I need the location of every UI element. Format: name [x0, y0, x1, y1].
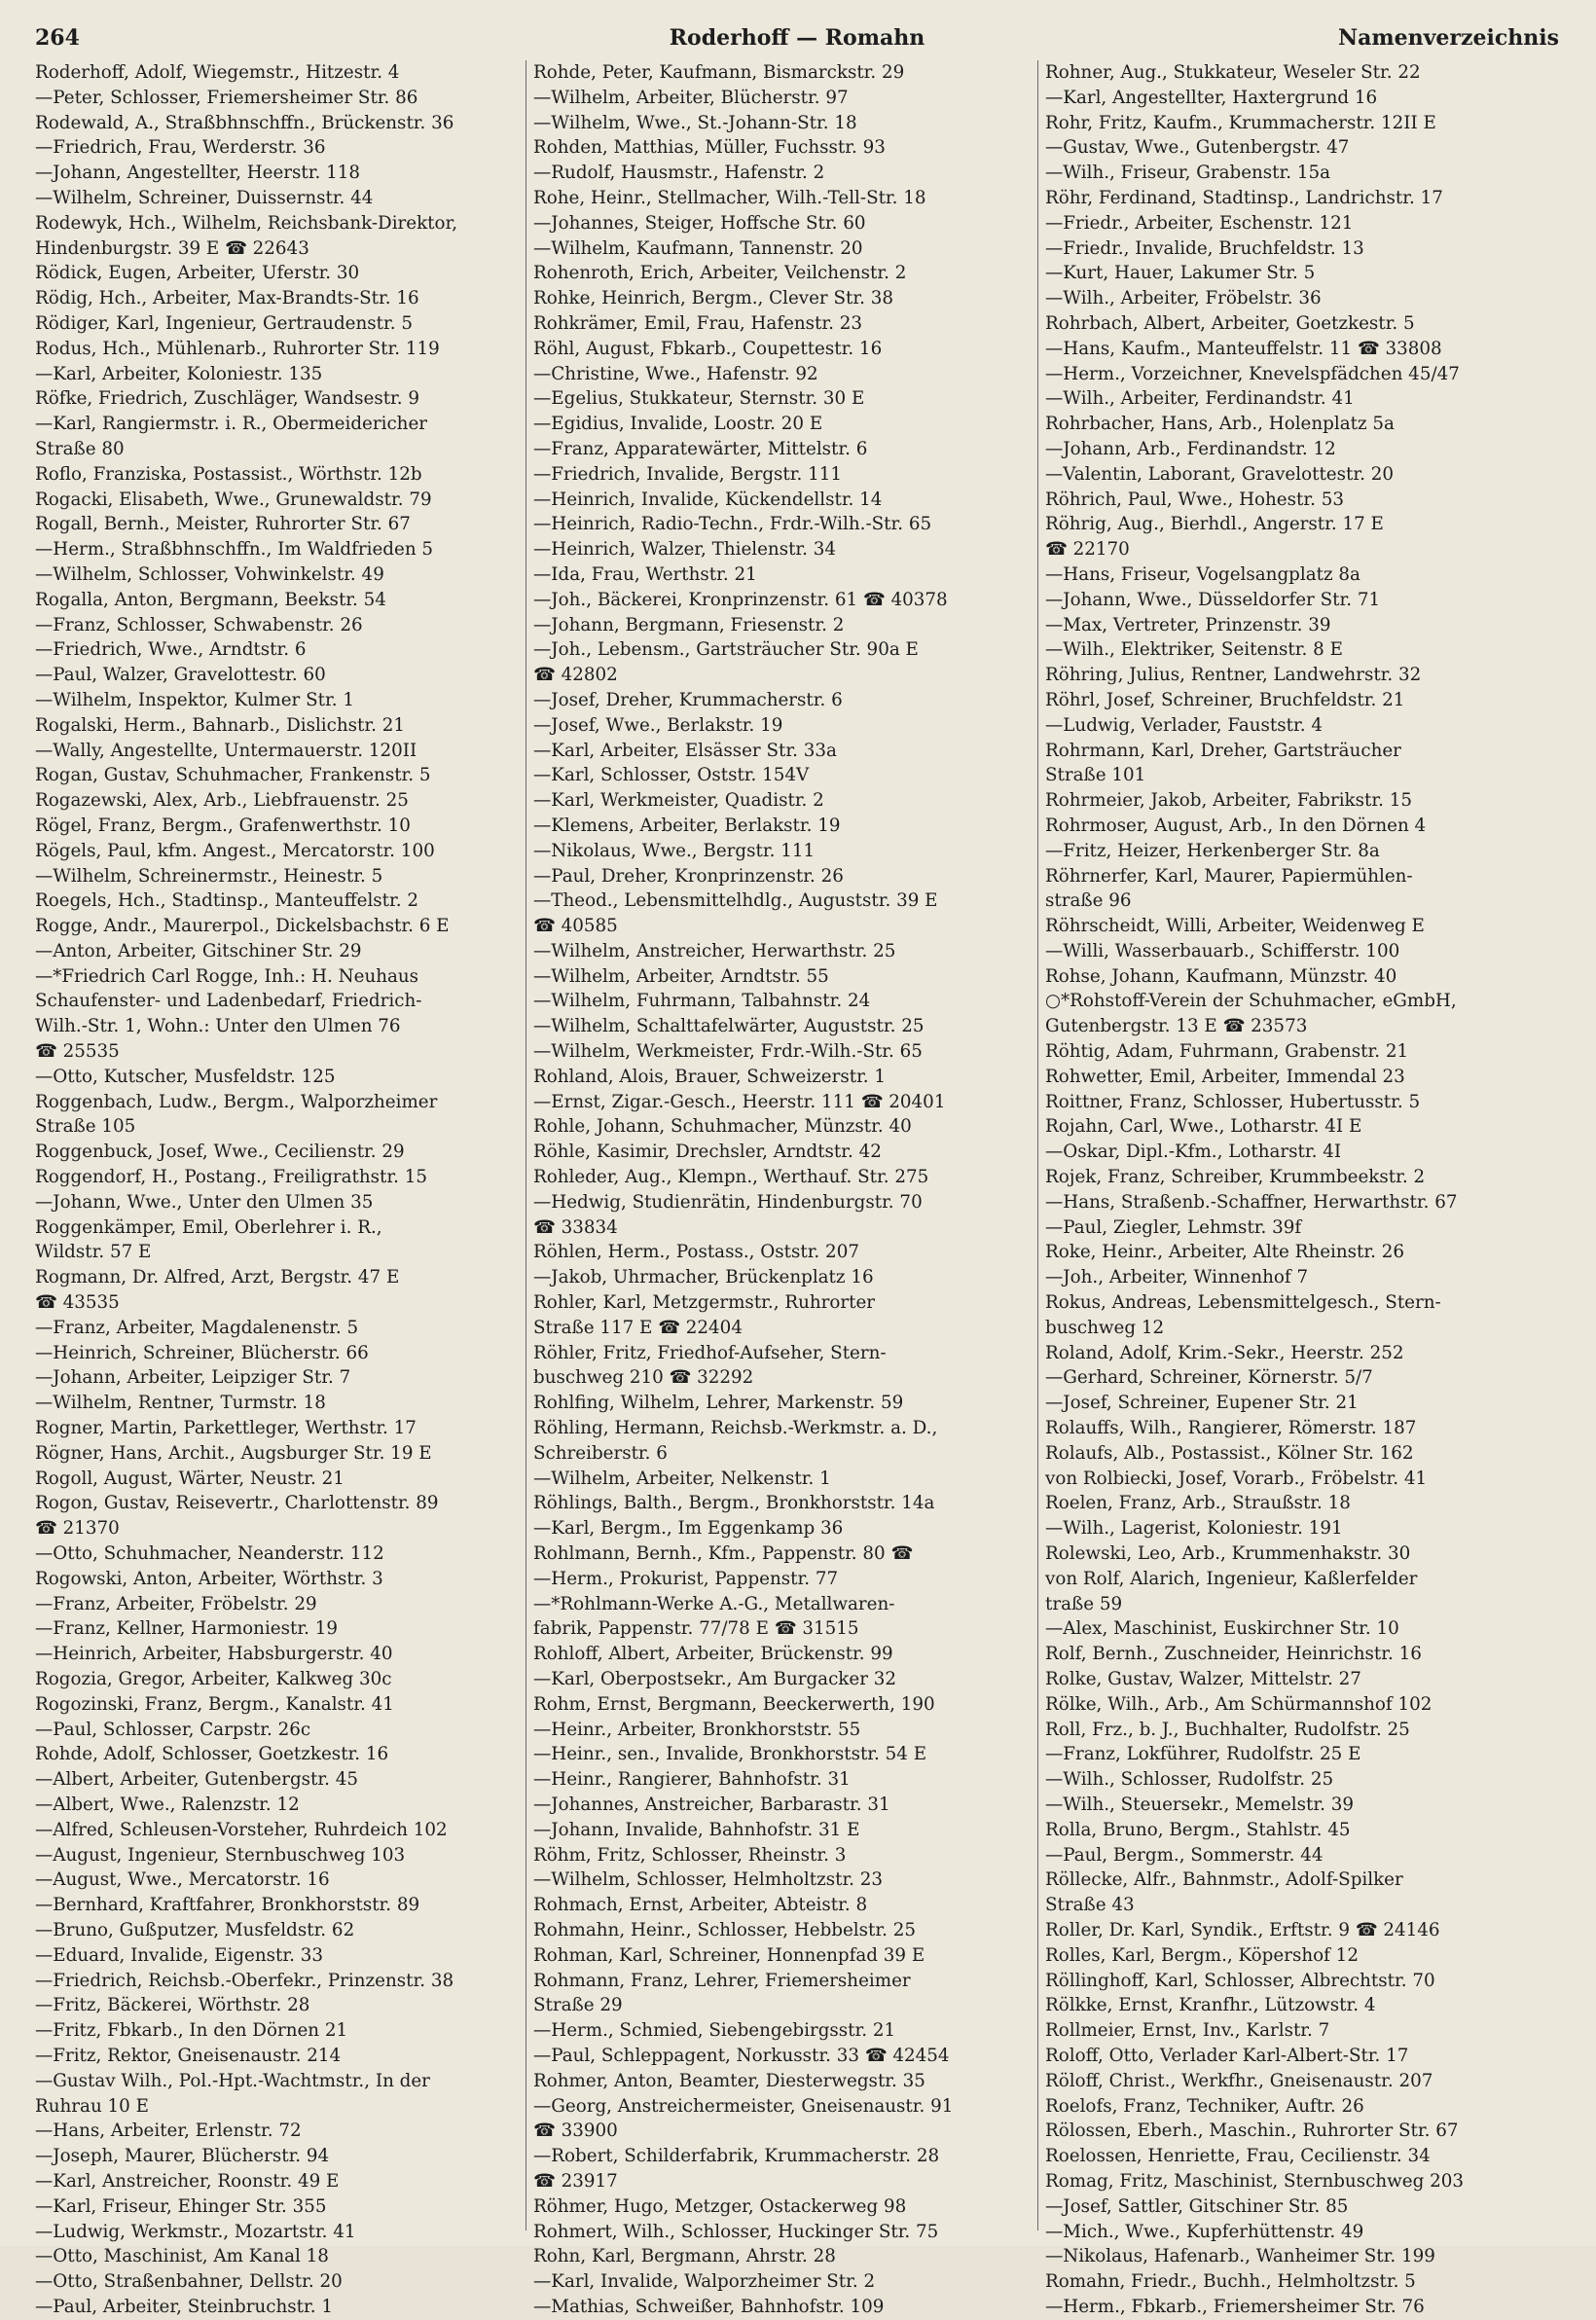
directory-entry: Straße 117 E ☎ 22404 [533, 1317, 743, 1338]
directory-entry: —Wilhelm, Arbeiter, Arndtstr. 55 [533, 965, 829, 987]
directory-entry: —Eduard, Invalide, Eigenstr. 33 [35, 1944, 323, 1966]
directory-entry: Straße 43 [1045, 1895, 1135, 1916]
directory-entry: Rolles, Karl, Bergm., Köpershof 12 [1045, 1944, 1359, 1966]
directory-entry: Ruhrau 10 E [35, 2095, 149, 2117]
directory-entry: Röhling, Hermann, Reichsb.-Werkmstr. a. D., [533, 1418, 938, 1439]
directory-entry: —Alex, Maschinist, Euskirchner Str. 10 [1045, 1618, 1399, 1640]
directory-entry: Hindenburgstr. 39 E ☎ 22643 [35, 237, 309, 259]
directory-entry: Rollmeier, Ernst, Inv., Karlstr. 7 [1045, 2020, 1330, 2042]
directory-entry: —Franz, Schlosser, Schwabenstr. 26 [35, 614, 363, 635]
directory-entry: —Friedrich, Wwe., Arndtstr. 6 [35, 639, 307, 661]
directory-entry: Rohmahn, Heinr., Schlosser, Hebbelstr. 25 [533, 1919, 916, 1940]
directory-entry: —Joseph, Maurer, Blücherstr. 94 [35, 2146, 330, 2167]
directory-entry: —Nikolaus, Hafenarb., Wanheimer Str. 199 [1045, 2246, 1435, 2267]
directory-entry: Rögel, Franz, Bergm., Grafenwerthstr. 10 [35, 815, 411, 836]
directory-entry: Rolaufs, Alb., Postassist., Kölner Str. 162 [1045, 1442, 1414, 1464]
directory-entry: Roelen, Franz, Arb., Straußstr. 18 [1045, 1493, 1351, 1514]
directory-entry: —Theod., Lebensmittelhdlg., Auguststr. 39 E [533, 890, 938, 912]
directory-entry: —Hans, Friseur, Vogelsangplatz 8a [1045, 563, 1360, 585]
directory-entry: —Paul, Schlosser, Carpstr. 26c [35, 1719, 311, 1740]
directory-entry: —Ida, Frau, Werthstr. 21 [533, 563, 757, 585]
directory-entry: Rogge, Andr., Maurerpol., Dickelsbachstr. 6 E [35, 916, 450, 937]
directory-entry: Roke, Heinr., Arbeiter, Alte Rheinstr. 26 [1045, 1242, 1405, 1263]
directory-entry: Rodewyk, Hch., Wilhelm, Reichsbank-Direktor, [35, 212, 458, 234]
directory-entry: —Josef, Sattler, Gitschiner Str. 85 [1045, 2195, 1349, 2217]
directory-entry: —Georg, Anstreichermeister, Gneisenaustr. 91 [533, 2095, 954, 2117]
directory-entry: Rögels, Paul, kfm. Angest., Mercatorstr. 100 [35, 840, 435, 861]
directory-entry: —*Friedrich Carl Rogge, Inh.: H. Neuhaus [35, 965, 419, 987]
directory-entry: —Heinrich, Invalide, Kückendellstr. 14 [533, 489, 883, 510]
directory-entry: Rölkke, Ernst, Kranfhr., Lützowstr. 4 [1045, 1995, 1376, 2016]
directory-entry: —Karl, Werkmeister, Quadistr. 2 [533, 790, 824, 812]
directory-entry: —Franz, Arbeiter, Magdalenenstr. 5 [35, 1317, 359, 1338]
directory-entry: Roloff, Otto, Verlader Karl-Albert-Str. 17 [1045, 2045, 1409, 2066]
directory-entry: —Wilh., Steuersekr., Memelstr. 39 [1045, 1794, 1354, 1815]
column-divider [1037, 60, 1038, 2230]
directory-entry: —Rudolf, Hausmstr., Hafenstr. 2 [533, 163, 825, 184]
directory-entry: —Franz, Kellner, Harmoniestr. 19 [35, 1618, 338, 1640]
directory-entry: Rohner, Aug., Stukkateur, Weseler Str. 22 [1045, 62, 1421, 83]
directory-entry: —Hans, Straßenb.-Schaffner, Herwarthstr. 67 [1045, 1191, 1458, 1213]
directory-entry: Rohman, Karl, Schreiner, Honnenpfad 39 E [533, 1944, 925, 1966]
directory-entry: —Albert, Arbeiter, Gutenbergstr. 45 [35, 1769, 359, 1791]
directory-entry: Rogner, Martin, Parkettleger, Werthstr. 17 [35, 1418, 417, 1439]
directory-entry: —Herm., Schmied, Siebengebirgsstr. 21 [533, 2020, 896, 2042]
directory-entry: Röhtig, Adam, Fuhrmann, Grabenstr. 21 [1045, 1041, 1409, 1063]
directory-entry: Rolla, Bruno, Bergm., Stahlstr. 45 [1045, 1819, 1351, 1840]
directory-entry: Rogazewski, Alex, Arb., Liebfrauenstr. 25 [35, 790, 409, 812]
directory-entry: —Heinr., Rangierer, Bahnhofstr. 31 [533, 1769, 851, 1791]
directory-entry: —Friedrich, Reichsb.-Oberfekr., Prinzenstr. 38 [35, 1970, 454, 1991]
directory-entry: —Herm., Fbkarb., Friemersheimer Str. 76 [1045, 2296, 1425, 2317]
directory-entry: —Heinr., sen., Invalide, Bronkhorststr. 54 E [533, 1744, 927, 1765]
directory-entry: —Wilhelm, Werkmeister, Frdr.-Wilh.-Str. 65 [533, 1041, 923, 1063]
directory-entry: Rödick, Eugen, Arbeiter, Uferstr. 30 [35, 263, 360, 284]
directory-entry: —Wilhelm, Anstreicher, Herwarthstr. 25 [533, 940, 896, 961]
directory-entry: —*Rohlmann-Werke A.-G., Metallwaren- [533, 1593, 895, 1614]
directory-entry: —Johann, Invalide, Bahnhofstr. 31 E [533, 1819, 860, 1840]
directory-entry: Rolke, Gustav, Walzer, Mittelstr. 27 [1045, 1669, 1361, 1689]
directory-entry: —Karl, Anstreicher, Roonstr. 49 E [35, 2170, 340, 2192]
directory-entry: Rölossen, Eberh., Maschin., Ruhrorter Str. 67 [1045, 2121, 1459, 2142]
directory-entry: Rolf, Bernh., Zuschneider, Heinrichstr. 16 [1045, 1644, 1422, 1665]
directory-entry: Röhrscheidt, Willi, Arbeiter, Weidenweg E [1045, 916, 1425, 937]
directory-entry: Röhlen, Herm., Postass., Oststr. 207 [533, 1242, 859, 1263]
directory-entry: Rögner, Hans, Archit., Augsburger Str. 19 E [35, 1442, 432, 1464]
directory-entry: Rogacki, Elisabeth, Wwe., Grunewaldstr. 79 [35, 489, 432, 510]
directory-entry: Romahn, Friedr., Buchh., Helmholtzstr. 5 [1045, 2271, 1416, 2293]
directory-entry: —Paul, Bergm., Sommerstr. 44 [1045, 1844, 1324, 1866]
directory-entry: Röllecke, Alfr., Bahnmstr., Adolf-Spilker [1045, 1869, 1403, 1891]
directory-entry: —Joh., Bäckerei, Kronprinzenstr. 61 ☎ 40378 [533, 589, 948, 610]
directory-entry: Rohm, Ernst, Bergmann, Beeckerwerth, 190 [533, 1693, 935, 1715]
directory-entry: —Mathias, Schweißer, Bahnhofstr. 109 [533, 2296, 885, 2317]
directory-entry: —Valentin, Laborant, Gravelottestr. 20 [1045, 463, 1394, 485]
directory-entry: —Friedr., Arbeiter, Eschenstr. 121 [1045, 212, 1354, 234]
directory-entry: —Hedwig, Studienrätin, Hindenburgstr. 70 [533, 1191, 923, 1213]
directory-entry: —Karl, Rangiermstr. i. R., Obermeidericher [35, 414, 428, 435]
directory-entry: —Paul, Ziegler, Lehmstr. 39f [1045, 1216, 1302, 1238]
directory-entry: —Wally, Angestellte, Untermauerstr. 120II [35, 740, 417, 761]
directory-entry: Röhmer, Hugo, Metzger, Ostackerweg 98 [533, 2195, 907, 2217]
directory-entry: Straße 101 [1045, 765, 1146, 786]
directory-entry: —Wilh., Schlosser, Rudolfstr. 25 [1045, 1769, 1334, 1791]
directory-entry: —Wilhelm, Schlosser, Vohwinkelstr. 49 [35, 563, 384, 585]
directory-entry: Rohloff, Albert, Arbeiter, Brückenstr. 99 [533, 1644, 893, 1665]
directory-entry: Romag, Fritz, Maschinist, Sternbuschweg 203 [1045, 2170, 1464, 2192]
directory-entry: ☎ 40585 [533, 916, 618, 937]
directory-entry: —Wilhelm, Schalttafelwärter, Auguststr. 25 [533, 1016, 925, 1037]
directory-entry: —Johann, Bergmann, Friesenstr. 2 [533, 614, 845, 635]
directory-entry: —Johann, Arbeiter, Leipziger Str. 7 [35, 1367, 351, 1389]
directory-entry: —Wilhelm, Kaufmann, Tannenstr. 20 [533, 237, 863, 259]
directory-entry: Röhrnerfer, Karl, Maurer, Papiermühlen- [1045, 865, 1413, 887]
directory-entry: Rohn, Karl, Bergmann, Ahrstr. 28 [533, 2246, 836, 2267]
directory-entry: Rogalla, Anton, Bergmann, Beekstr. 54 [35, 589, 386, 610]
directory-entry: Rohke, Heinrich, Bergm., Clever Str. 38 [533, 288, 893, 309]
directory-column-1 [35, 60, 535, 2320]
directory-entry: —Paul, Walzer, Gravelottestr. 60 [35, 665, 326, 686]
directory-entry: ☎ 21370 [35, 1518, 120, 1540]
directory-entry: Rokus, Andreas, Lebensmittelgesch., Stern- [1045, 1292, 1441, 1314]
directory-entry: —Paul, Arbeiter, Steinbruchstr. 1 [35, 2296, 333, 2317]
directory-entry: —Wilhelm, Arbeiter, Blücherstr. 97 [533, 87, 849, 108]
directory-entry: —Otto, Maschinist, Am Kanal 18 [35, 2246, 329, 2267]
directory-entry: —Klemens, Arbeiter, Berlakstr. 19 [533, 815, 841, 836]
directory-entry: —Franz, Apparatewärter, Mittelstr. 6 [533, 438, 868, 459]
directory-entry: —Herm., Straßbhnschffn., Im Waldfrieden 5 [35, 539, 434, 561]
directory-entry: Rohrbach, Albert, Arbeiter, Goetzkestr. 5 [1045, 312, 1415, 334]
directory-entry: Rohr, Fritz, Kaufm., Krummacherstr. 12II E [1045, 112, 1436, 133]
directory-entry: Rödig, Hch., Arbeiter, Max-Brandts-Str. 16 [35, 288, 419, 309]
directory-entry: Rohleder, Aug., Klempn., Werthauf. Str. 275 [533, 1167, 929, 1188]
directory-entry: Rodewald, A., Straßbhnschffn., Brückenstr. 36 [35, 112, 454, 133]
directory-entry: —Heinrich, Walzer, Thielenstr. 34 [533, 539, 837, 561]
directory-entry: Röhm, Fritz, Schlosser, Rheinstr. 3 [533, 1844, 847, 1866]
directory-entry: Rohmer, Anton, Beamter, Diesterwegstr. 35 [533, 2070, 925, 2091]
directory-entry: Röfke, Friedrich, Zuschläger, Wandsestr. 9 [35, 388, 420, 410]
directory-entry: Straße 29 [533, 1995, 623, 2016]
directory-entry: —Max, Vertreter, Prinzenstr. 39 [1045, 614, 1331, 635]
directory-entry: Röhrl, Josef, Schreiner, Bruchfeldstr. 21 [1045, 689, 1405, 710]
page-number: 264 [35, 25, 80, 51]
directory-entry: ☎ 22170 [1045, 539, 1130, 561]
directory-entry: Röhrig, Aug., Bierhdl., Angerstr. 17 E [1045, 514, 1384, 535]
directory-entry: —Friedrich, Frau, Werderstr. 36 [35, 137, 326, 159]
directory-entry: —Karl, Friseur, Ehinger Str. 355 [35, 2195, 327, 2217]
directory-entry: —Franz, Arbeiter, Fröbelstr. 29 [35, 1593, 317, 1614]
directory-entry: Rogoll, August, Wärter, Neustr. 21 [35, 1468, 345, 1489]
directory-entry: Röloff, Christ., Werkfhr., Gneisenaustr. 207 [1045, 2070, 1433, 2091]
directory-entry: Rohwetter, Emil, Arbeiter, Immendal 23 [1045, 1066, 1405, 1087]
directory-entry: Roderhoff, Adolf, Wiegemstr., Hitzestr. 4 [35, 62, 400, 83]
directory-entry: Rohrmoser, August, Arb., In den Dörnen 4 [1045, 815, 1427, 836]
directory-entry: Rolauffs, Wilh., Rangierer, Römerstr. 187 [1045, 1418, 1417, 1439]
directory-entry: —Joh., Arbeiter, Winnenhof 7 [1045, 1267, 1309, 1288]
directory-entry: Rohenroth, Erich, Arbeiter, Veilchenstr. 2 [533, 263, 907, 284]
directory-entry: —Karl, Bergm., Im Eggenkamp 36 [533, 1518, 844, 1540]
directory-entry: Wildstr. 57 E [35, 1242, 152, 1263]
directory-entry: —Joh., Lebensm., Gartsträucher Str. 90a E [533, 639, 919, 661]
directory-entry: Rohkrämer, Emil, Frau, Hafenstr. 23 [533, 312, 863, 334]
directory-entry: —Mich., Wwe., Kupferhüttenstr. 49 [1045, 2221, 1364, 2242]
directory-entry: —Johannes, Steiger, Hoffsche Str. 60 [533, 212, 866, 234]
directory-entry: —Fritz, Bäckerei, Wörthstr. 28 [35, 1995, 310, 2016]
directory-entry: Rohde, Adolf, Schlosser, Goetzkestr. 16 [35, 1744, 389, 1765]
directory-entry: Röhl, August, Fbkarb., Coupettestr. 16 [533, 338, 883, 359]
directory-entry: Röhrich, Paul, Wwe., Hohestr. 53 [1045, 489, 1344, 510]
directory-entry: Röllinghoff, Karl, Schlosser, Albrechtstr. 70 [1045, 1970, 1435, 1991]
directory-entry: Rojahn, Carl, Wwe., Lotharstr. 4I E [1045, 1116, 1362, 1138]
directory-entry: —Karl, Invalide, Walporzheimer Str. 2 [533, 2271, 876, 2293]
directory-entry: Rohlmann, Bernh., Kfm., Pappenstr. 80 ☎ [533, 1543, 914, 1565]
directory-entry: —Paul, Dreher, Kronprinzenstr. 26 [533, 865, 844, 887]
directory-entry: ○*Rohstoff-Verein der Schuhmacher, eGmbH, [1045, 991, 1457, 1012]
directory-entry: Roflo, Franziska, Postassist., Wörthstr. 12b [35, 463, 422, 485]
directory-entry: Schaufenster- und Ladenbedarf, Friedrich- [35, 991, 422, 1012]
directory-entry: —Johann, Wwe., Düsseldorfer Str. 71 [1045, 589, 1381, 610]
directory-entry: —Egelius, Stukkateur, Sternstr. 30 E [533, 388, 865, 410]
directory-entry: Rohle, Johann, Schuhmacher, Münzstr. 40 [533, 1116, 912, 1138]
directory-entry: —Wilh., Arbeiter, Fröbelstr. 36 [1045, 288, 1322, 309]
directory-entry: —Hans, Arbeiter, Erlenstr. 72 [35, 2121, 302, 2142]
directory-entry: ☎ 33900 [533, 2121, 618, 2142]
directory-entry: Röhr, Ferdinand, Stadtinsp., Landrichstr. 17 [1045, 187, 1443, 208]
directory-entry: —Johann, Angestellter, Heerstr. 118 [35, 163, 361, 184]
directory-entry: Wilh.-Str. 1, Wohn.: Unter den Ulmen 76 [35, 1016, 401, 1037]
directory-entry: —Jakob, Uhrmacher, Brückenplatz 16 [533, 1267, 874, 1288]
directory-entry: —Paul, Schleppagent, Norkusstr. 33 ☎ 42454 [533, 2045, 950, 2066]
directory-entry: —Alfred, Schleusen-Vorsteher, Ruhrdeich 102 [35, 1819, 448, 1840]
directory-entry: Rolewski, Leo, Arb., Krummenhakstr. 30 [1045, 1543, 1411, 1565]
directory-entry: Rohse, Johann, Kaufmann, Münzstr. 40 [1045, 965, 1397, 987]
directory-entry: Röhle, Kasimir, Drechsler, Arndtstr. 42 [533, 1142, 882, 1163]
section-title: Namenverzeichnis [1338, 25, 1559, 51]
directory-entry: —Josef, Wwe., Berlakstr. 19 [533, 714, 783, 736]
directory-entry: —Otto, Straßenbahner, Dellstr. 20 [35, 2271, 343, 2293]
directory-entry: buschweg 210 ☎ 32292 [533, 1367, 754, 1389]
directory-entry: —Herm., Prokurist, Pappenstr. 77 [533, 1568, 839, 1589]
directory-entry: —Karl, Oberpostsekr., Am Burgacker 32 [533, 1669, 897, 1689]
directory-entry: Roelossen, Henriette, Frau, Cecilienstr. 34 [1045, 2146, 1431, 2167]
directory-entry: Röhler, Fritz, Friedhof-Aufseher, Stern- [533, 1342, 887, 1363]
directory-entry: —Herm., Vorzeichner, Knevelspfädchen 45/47 [1045, 363, 1460, 384]
directory-entry: Rodus, Hch., Mühlenarb., Ruhrorter Str. 119 [35, 338, 440, 359]
directory-entry: Rogozinski, Franz, Bergm., Kanalstr. 41 [35, 1693, 394, 1715]
directory-entry: ☎ 33834 [533, 1216, 618, 1238]
directory-entry: Roegels, Hch., Stadtinsp., Manteuffelstr. 2 [35, 890, 419, 912]
directory-entry: Rödiger, Karl, Ingenieur, Gertraudenstr. 5 [35, 312, 413, 334]
directory-entry: Roggenbuck, Josef, Wwe., Cecilienstr. 29 [35, 1142, 405, 1163]
directory-entry: Roland, Adolf, Krim.-Sekr., Heerstr. 252 [1045, 1342, 1404, 1363]
directory-entry: straße 96 [1045, 890, 1132, 912]
directory-entry: Rohmert, Wilh., Schlosser, Huckinger Str. 75 [533, 2221, 939, 2242]
directory-entry: —Otto, Schuhmacher, Neanderstr. 112 [35, 1543, 384, 1565]
directory-entry: —Nikolaus, Wwe., Bergstr. 111 [533, 840, 816, 861]
directory-entry: —Oskar, Dipl.-Kfm., Lotharstr. 4I [1045, 1142, 1342, 1163]
directory-entry: Rogmann, Dr. Alfred, Arzt, Bergstr. 47 E [35, 1267, 400, 1288]
directory-entry: Roggenbach, Ludw., Bergm., Walporzheimer [35, 1091, 438, 1112]
directory-entry: —Friedrich, Invalide, Bergstr. 111 [533, 463, 843, 485]
directory-entry: ☎ 23917 [533, 2170, 618, 2192]
directory-entry: buschweg 12 [1045, 1317, 1165, 1338]
directory-entry: Rogalski, Herm., Bahnarb., Dislichstr. 21 [35, 714, 406, 736]
directory-entry: —Peter, Schlosser, Friemersheimer Str. 86 [35, 87, 418, 108]
directory-entry: Rogon, Gustav, Reisevertr., Charlottenstr. 89 [35, 1493, 439, 1514]
directory-entry: —Kurt, Hauer, Lakumer Str. 5 [1045, 263, 1316, 284]
directory-entry: Rohmann, Franz, Lehrer, Friemersheimer [533, 1970, 911, 1991]
directory-entry: Rohler, Karl, Metzgermstr., Ruhrorter [533, 1292, 876, 1314]
directory-entry: —Wilhelm, Schreiner, Duissernstr. 44 [35, 187, 374, 208]
directory-entry: —Willi, Wasserbauarb., Schifferstr. 100 [1045, 940, 1400, 961]
directory-entry: —Albert, Wwe., Ralenzstr. 12 [35, 1794, 300, 1815]
directory-entry: Rogan, Gustav, Schuhmacher, Frankenstr. 5 [35, 765, 431, 786]
directory-entry: Rohrmann, Karl, Dreher, Gartsträucher [1045, 740, 1401, 761]
directory-entry: Straße 80 [35, 438, 125, 459]
directory-entry: —Friedr., Invalide, Bruchfeldstr. 13 [1045, 237, 1364, 259]
directory-entry: —Otto, Kutscher, Musfeldstr. 125 [35, 1066, 336, 1087]
directory-entry: —Ludwig, Verlader, Fauststr. 4 [1045, 714, 1323, 736]
directory-entry: —Heinrich, Radio-Techn., Frdr.-Wilh.-Str. 65 [533, 514, 932, 535]
directory-entry: —Karl, Schlosser, Oststr. 154V [533, 765, 810, 786]
directory-entry: Rogall, Bernh., Meister, Ruhrorter Str. 67 [35, 514, 411, 535]
directory-entry: —Fritz, Fbkarb., In den Dörnen 21 [35, 2020, 348, 2042]
directory-entry: —Karl, Angestellter, Haxtergrund 16 [1045, 87, 1378, 108]
directory-entry: Roggenkämper, Emil, Oberlehrer i. R., [35, 1216, 382, 1238]
directory-entry: —Wilhelm, Rentner, Turmstr. 18 [35, 1393, 326, 1414]
directory-entry: Rogowski, Anton, Arbeiter, Wörthstr. 3 [35, 1568, 383, 1589]
directory-entry: —Egidius, Invalide, Loostr. 20 E [533, 414, 823, 435]
directory-entry: —Robert, Schilderfabrik, Krummacherstr. 28 [533, 2146, 940, 2167]
directory-entry: —Wilh., Friseur, Grabenstr. 15a [1045, 163, 1331, 184]
directory-entry: —Fritz, Heizer, Herkenberger Str. 8a [1045, 840, 1380, 861]
directory-entry: Straße 105 [35, 1116, 136, 1138]
directory-entry: Rohde, Peter, Kaufmann, Bismarckstr. 29 [533, 62, 905, 83]
directory-entry: —Wilhelm, Inspektor, Kulmer Str. 1 [35, 689, 354, 710]
directory-entry: —Gerhard, Schreiner, Körnerstr. 5/7 [1045, 1367, 1373, 1389]
directory-entry: —Josef, Schreiner, Eupener Str. 21 [1045, 1393, 1359, 1414]
directory-entry: Rohland, Alois, Brauer, Schweizerstr. 1 [533, 1066, 887, 1087]
directory-entry: —Bruno, Gußputzer, Musfeldstr. 62 [35, 1919, 355, 1940]
directory-entry: Schreiberstr. 6 [533, 1442, 668, 1464]
directory-entry: von Rolf, Alarich, Ingenieur, Kaßlerfelder [1045, 1568, 1418, 1589]
directory-entry: Roggendorf, H., Postang., Freiligrathstr. 15 [35, 1167, 428, 1188]
directory-entry: —August, Ingenieur, Sternbuschweg 103 [35, 1844, 406, 1866]
directory-entry: Roittner, Franz, Schlosser, Hubertusstr. 5 [1045, 1091, 1421, 1112]
directory-column-3 [1045, 60, 1545, 2320]
directory-entry: Röhlings, Balth., Bergm., Bronkhorststr. 14a [533, 1493, 935, 1514]
page-range-title: Roderhoff — Romahn [669, 25, 925, 51]
directory-entry: Rohmach, Ernst, Arbeiter, Abteistr. 8 [533, 1895, 868, 1916]
directory-entry: Rohrbacher, Hans, Arb., Holenplatz 5a [1045, 414, 1395, 435]
directory-entry: Roller, Dr. Karl, Syndik., Erftstr. 9 ☎ 24146 [1045, 1919, 1440, 1940]
directory-entry: —Karl, Arbeiter, Koloniestr. 135 [35, 363, 323, 384]
directory-entry: —Wilhelm, Wwe., St.-Johann-Str. 18 [533, 112, 857, 133]
directory-entry: Rogozia, Gregor, Arbeiter, Kalkweg 30c [35, 1669, 392, 1689]
directory-entry: Rohe, Heinr., Stellmacher, Wilh.-Tell-Str. 18 [533, 187, 926, 208]
directory-column-2 [533, 60, 1034, 2320]
directory-entry: ☎ 43535 [35, 1292, 120, 1314]
directory-entry: —Wilh., Lagerist, Koloniestr. 191 [1045, 1518, 1343, 1540]
directory-entry: —Franz, Lokführer, Rudolfstr. 25 E [1045, 1744, 1361, 1765]
directory-entry: —Gustav, Wwe., Gutenbergstr. 47 [1045, 137, 1350, 159]
directory-entry: —Heinrich, Schreiner, Blücherstr. 66 [35, 1342, 369, 1363]
directory-entry: —Wilh., Arbeiter, Ferdinandstr. 41 [1045, 388, 1355, 410]
directory-entry: —Ludwig, Werkmstr., Mozartstr. 41 [35, 2221, 356, 2242]
directory-entry: Roelofs, Franz, Techniker, Auftr. 26 [1045, 2095, 1364, 2117]
directory-entry: —Wilhelm, Schlosser, Helmholtzstr. 23 [533, 1869, 884, 1891]
directory-entry: —Josef, Dreher, Krummacherstr. 6 [533, 689, 843, 710]
directory-entry: —Wilhelm, Fuhrmann, Talbahnstr. 24 [533, 991, 871, 1012]
directory-entry: —Christine, Wwe., Hafenstr. 92 [533, 363, 818, 384]
directory-entry: —Johann, Arb., Ferdinandstr. 12 [1045, 438, 1336, 459]
directory-entry: —Bernhard, Kraftfahrer, Bronkhorststr. 89 [35, 1895, 420, 1916]
directory-entry: —Karl, Arbeiter, Elsässer Str. 33a [533, 740, 837, 761]
directory-entry: —Ernst, Zigar.-Gesch., Heerstr. 111 ☎ 20401 [533, 1091, 946, 1112]
directory-entry: ☎ 25535 [35, 1041, 120, 1063]
directory-entry: Roll, Frz., b. J., Buchhalter, Rudolfstr. 25 [1045, 1719, 1410, 1740]
directory-entry: —Heinrich, Arbeiter, Habsburgerstr. 40 [35, 1644, 393, 1665]
directory-entry: —Fritz, Rektor, Gneisenaustr. 214 [35, 2045, 342, 2066]
directory-entry: —Johann, Wwe., Unter den Ulmen 35 [35, 1191, 374, 1213]
directory-entry: Rölke, Wilh., Arb., Am Schürmannshof 102 [1045, 1693, 1433, 1715]
directory-entry: —Anton, Arbeiter, Gitschiner Str. 29 [35, 940, 362, 961]
directory-entry: Gutenbergstr. 13 E ☎ 23573 [1045, 1016, 1308, 1037]
directory-entry: —Johannes, Anstreicher, Barbarastr. 31 [533, 1794, 890, 1815]
directory-entry: —Wilhelm, Arbeiter, Nelkenstr. 1 [533, 1468, 831, 1489]
directory-entry: —Hans, Kaufm., Manteuffelstr. 11 ☎ 33808 [1045, 338, 1442, 359]
directory-entry: —Heinr., Arbeiter, Bronkhorststr. 55 [533, 1719, 861, 1740]
directory-entry: ☎ 42802 [533, 665, 618, 686]
directory-entry: Rohrmeier, Jakob, Arbeiter, Fabrikstr. 15 [1045, 790, 1412, 812]
directory-entry: Röhring, Julius, Rentner, Landwehrstr. 32 [1045, 665, 1422, 686]
directory-entry: —Wilh., Elektriker, Seitenstr. 8 E [1045, 639, 1343, 661]
page-header [35, 18, 1559, 54]
directory-entry: —Wilhelm, Schreinermstr., Heinestr. 5 [35, 865, 383, 887]
directory-entry: traße 59 [1045, 1593, 1123, 1614]
directory-entry: fabrik, Pappenstr. 77/78 E ☎ 31515 [533, 1618, 859, 1640]
directory-entry: Rohden, Matthias, Müller, Fuchsstr. 93 [533, 137, 886, 159]
directory-entry: Rohlfing, Wilhelm, Lehrer, Markenstr. 59 [533, 1393, 904, 1414]
directory-entry: Rojek, Franz, Schreiber, Krummbeekstr. 2 [1045, 1167, 1426, 1188]
directory-entry: —August, Wwe., Mercatorstr. 16 [35, 1869, 330, 1891]
directory-entry: —Gustav Wilh., Pol.-Hpt.-Wachtmstr., In der [35, 2070, 430, 2091]
directory-entry: von Rolbiecki, Josef, Vorarb., Fröbelstr. 41 [1045, 1468, 1428, 1489]
